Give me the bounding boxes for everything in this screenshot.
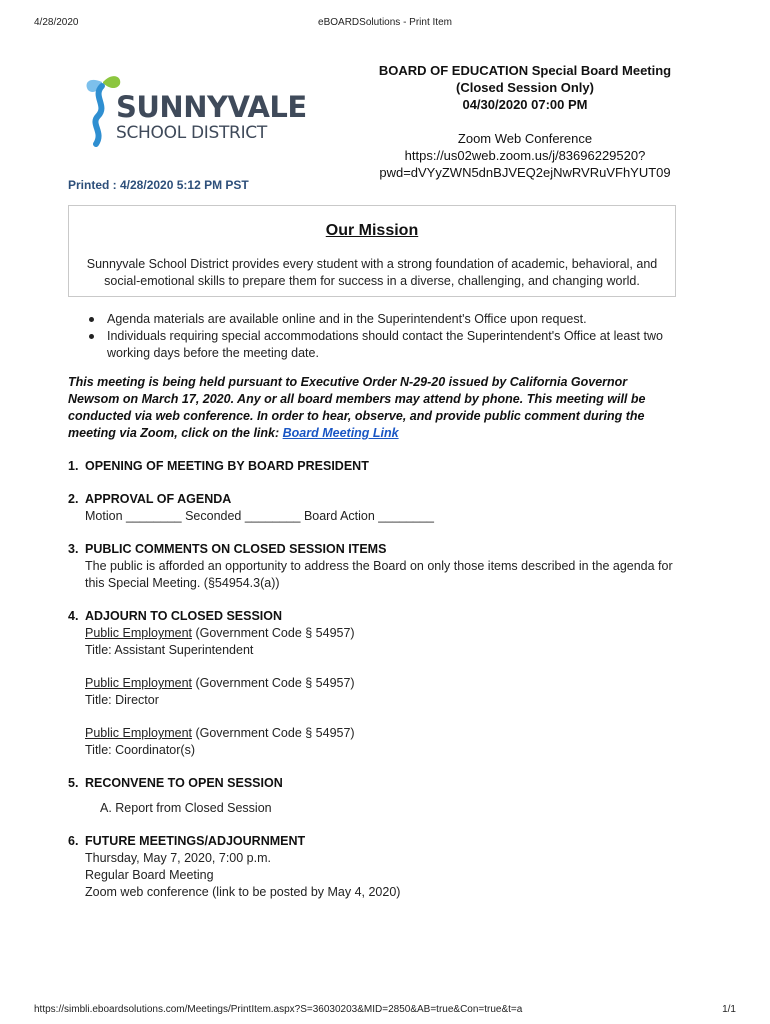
agenda-item-title: RECONVENE TO OPEN SESSION: [85, 776, 283, 790]
agenda-item-title: FUTURE MEETINGS/ADJOURNMENT: [85, 834, 306, 848]
meeting-subtitle: (Closed Session Only): [456, 80, 594, 95]
bullet-item: Individuals requiring special accommodations should contact the Superintendent's Office at least two working days before the meeting date.: [87, 328, 677, 362]
info-bullet-list: [87, 311, 677, 362]
page-number: 1/1: [722, 1004, 736, 1015]
agenda-subitem: A. Report from Closed Session: [100, 801, 272, 815]
mission-text: Sunnyvale School District provides every student with a strong foundation of academic, behavioral, and social-emotional skills to prepare them for success in a diverse, challenging, and changing world.: [86, 257, 658, 288]
closed-session-entry: Public Employment (Government Code § 54957) Title: Coordinator(s): [68, 725, 680, 759]
print-page-title: eBOARDSolutions - Print Item: [318, 17, 452, 28]
motion-line: Motion ________ Seconded ________ Board Action ________: [85, 509, 434, 523]
public-employment-link[interactable]: Public Employment: [85, 726, 192, 740]
agenda-item-title: OPENING OF MEETING BY BOARD PRESIDENT: [85, 459, 369, 473]
meeting-link-line1: https://us02web.zoom.us/j/83696229520?: [404, 148, 646, 163]
public-employment-link[interactable]: Public Employment: [85, 626, 192, 640]
meeting-link-line2: pwd=dVYyZWN5dnBJVEQ2ejNwRVRuVFhYUT09: [379, 165, 671, 180]
mission-box: [68, 205, 676, 297]
position-title: Title: Coordinator(s): [85, 743, 195, 757]
logo-text-school-district: SCHOOL DISTRICT: [116, 123, 267, 143]
agenda-item-2: 2. APPROVAL OF AGENDA Motion ________ Seconded ________ Board Action ________: [68, 491, 680, 525]
closed-session-entry: Public Employment (Government Code § 54957) Title: Assistant Superintendent: [68, 625, 680, 659]
agenda-item-3: 3. PUBLIC COMMENTS ON CLOSED SESSION ITEMS The public is afforded an opportunity to address the Board on only those items described in the agenda for this Special Meeting. (§54954.3(a)): [68, 541, 680, 592]
district-logo: [82, 72, 307, 162]
position-title: Title: Director: [85, 693, 159, 707]
print-url: https://simbli.eboardsolutions.com/Meetings/PrintItem.aspx?S=36030203&MID=2850&AB=true&Con=true&t=a: [34, 1004, 523, 1015]
bullet-item: Agenda materials are available online and in the Superintendent's Office upon request.: [87, 311, 677, 328]
public-comment-text: The public is afforded an opportunity to address the Board on only those items described in the agenda for this Special Meeting. (§54954.3(a)): [85, 559, 673, 590]
agenda-item-5: 5. RECONVENE TO OPEN SESSION A. Report from Closed Session: [68, 775, 680, 817]
position-title: Title: Assistant Superintendent: [85, 643, 254, 657]
meeting-title: BOARD OF EDUCATION Special Board Meeting: [378, 63, 672, 78]
closed-session-entry: Public Employment (Government Code § 54957) Title: Director: [68, 675, 680, 709]
printed-timestamp: Printed : 4/28/2020 5:12 PM PST: [68, 178, 249, 192]
agenda-item-6: 6. FUTURE MEETINGS/ADJOURNMENT Thursday, May 7, 2020, 7:00 p.m. Regular Board Meeting Zoom web conference (link to be posted by May 4, 2020): [68, 833, 680, 901]
meeting-header: [365, 62, 685, 181]
future-meeting-date: Thursday, May 7, 2020, 7:00 p.m.: [85, 851, 271, 865]
future-meeting-type: Regular Board Meeting: [85, 868, 214, 882]
agenda-item-title: APPROVAL OF AGENDA: [85, 492, 232, 506]
board-meeting-link[interactable]: Board Meeting Link: [282, 426, 399, 440]
public-employment-link[interactable]: Public Employment: [85, 676, 192, 690]
agenda-item-title: PUBLIC COMMENTS ON CLOSED SESSION ITEMS: [85, 542, 387, 556]
logo-text-sunnyvale: SUNNYVALE: [116, 90, 307, 124]
agenda-item-4: 4. ADJOURN TO CLOSED SESSION Public Employment (Government Code § 54957) Title: Assistant Superintendent Public Employment (Government Code § 54957) Title: Director Public Employment (Government Code § 54957) Title: Coordinator(s): [68, 608, 680, 759]
agenda-item-title: ADJOURN TO CLOSED SESSION: [85, 609, 283, 623]
meeting-location: Zoom Web Conference: [457, 131, 593, 146]
print-date: 4/28/2020: [34, 17, 79, 28]
executive-order-notice: [68, 374, 678, 442]
notice-text: This meeting is being held pursuant to Executive Order N-29-20 issued by California Governor Newsom on March 17, 2020. Any or all board members may attend by phone. This meeting will be conducted via web conference. In order to hear, observe, and provide public comment during the meeting via Zoom, click on the link:: [68, 375, 646, 440]
mission-heading: Our Mission: [325, 222, 419, 239]
future-meeting-location: Zoom web conference (link to be posted by May 4, 2020): [85, 885, 401, 899]
meeting-datetime: 04/30/2020 07:00 PM: [462, 97, 588, 112]
agenda-item-1: 1. OPENING OF MEETING BY BOARD PRESIDENT: [68, 459, 369, 473]
agenda: [68, 458, 680, 917]
